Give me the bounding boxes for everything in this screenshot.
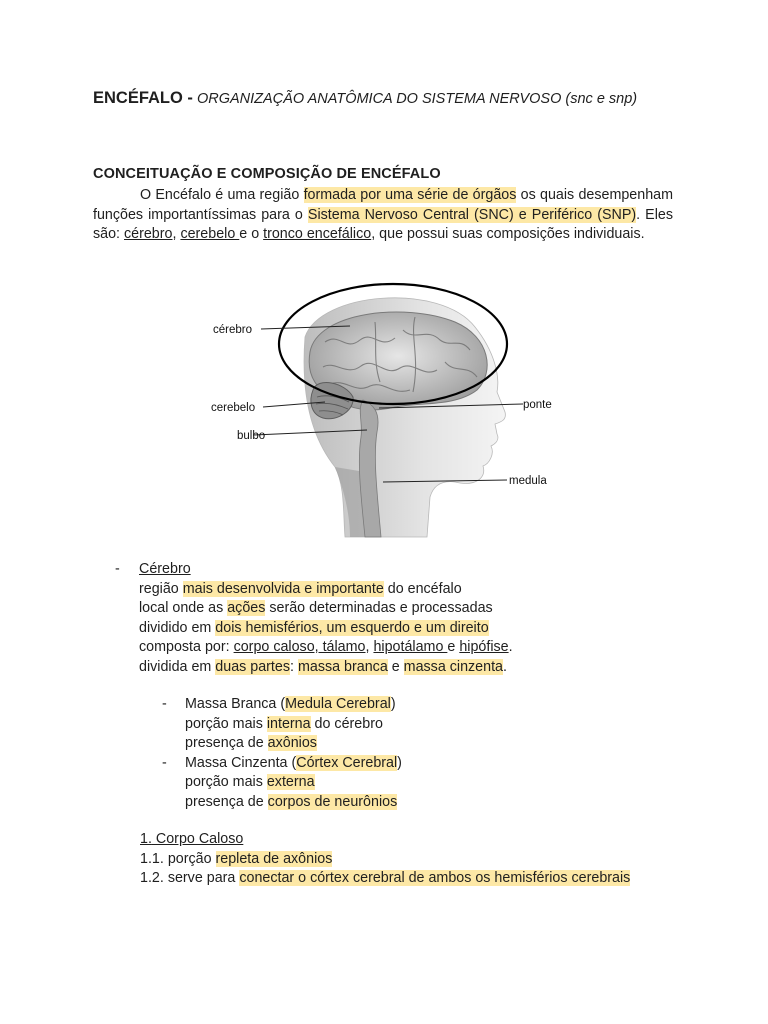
text: Massa Branca (	[185, 696, 286, 712]
highlight: mais desenvolvida e importante	[182, 580, 384, 597]
underlined-term: hipotálamo	[373, 639, 448, 655]
highlight: massa branca	[297, 658, 388, 675]
highlight: interna	[266, 715, 311, 732]
text: , que possui suas composições individuais.	[371, 226, 645, 242]
text: porção mais	[185, 715, 267, 732]
massa-cinzenta-line-1	[185, 754, 402, 774]
massa-branca-line-3	[185, 734, 317, 754]
underlined-term: cérebro	[124, 226, 173, 242]
text: e	[387, 658, 404, 675]
cerebro-title: Cérebro	[139, 561, 191, 577]
number: 1.	[140, 831, 152, 847]
text: 1.1. porção	[140, 850, 216, 867]
text: composta por:	[139, 639, 234, 655]
label-medula: medula	[509, 475, 547, 487]
text: os quais desempenham funções importantíssimas para o	[93, 187, 674, 223]
underlined-term: Corpo Caloso	[151, 831, 244, 847]
highlight: corpos de neurônios	[267, 793, 398, 810]
bullet-dash: -	[162, 696, 167, 712]
text: .	[508, 639, 513, 655]
highlight: duas partes	[215, 658, 291, 675]
text: ,	[365, 639, 374, 655]
text: presença de	[185, 793, 268, 810]
highlight: externa	[266, 774, 315, 790]
text: serão determinadas e processadas	[265, 600, 493, 616]
bullet-dash: -	[162, 754, 167, 771]
cerebro-line-5	[139, 658, 507, 678]
corpo-caloso-title	[140, 830, 243, 850]
text: e o	[239, 226, 264, 242]
section-heading: CONCEITUAÇÃO E COMPOSIÇÃO DE ENCÉFALO	[93, 166, 441, 182]
highlight: Córtex Cerebral	[296, 754, 398, 771]
massa-cinzenta-line-2	[185, 773, 315, 793]
text: :	[290, 658, 298, 675]
title-italic: ORGANIZAÇÃO ANATÔMICA DO SISTEMA NERVOSO (snc e snp)	[196, 91, 638, 107]
label-bulbo: bulbo	[237, 430, 266, 442]
text: .	[503, 658, 507, 675]
intro-paragraph	[93, 186, 673, 245]
highlight: Sistema Nervoso Central (SNC) e Periférico (SNP)	[307, 206, 637, 223]
document-title	[93, 88, 653, 110]
highlight: massa cinzenta	[403, 658, 504, 675]
highlight: conectar o córtex cerebral de ambos os hemisférios cerebrais	[239, 870, 631, 886]
text: O Encéfalo é uma região	[140, 187, 304, 203]
highlight: axônios	[267, 735, 317, 751]
text: local onde as	[139, 600, 228, 616]
label-cerebelo: cerebelo	[211, 402, 256, 414]
label-ponte: ponte	[523, 399, 552, 411]
underlined-term: tronco encefálico	[263, 226, 372, 242]
highlight: formada por uma série de órgãos	[303, 187, 517, 203]
text: dividido em	[139, 619, 216, 636]
text: do cérebro	[310, 715, 383, 732]
highlight: repleta de axônios	[215, 850, 333, 867]
label-cerebro: cérebro	[213, 324, 252, 336]
massa-branca-line-1	[185, 695, 396, 715]
massa-branca-line-2	[185, 715, 383, 735]
text: ,	[172, 226, 181, 242]
text: . Eles são:	[93, 206, 673, 242]
brain-anatomy-figure	[205, 282, 552, 537]
highlight: ações	[227, 600, 266, 616]
highlight: dois hemisférios, um esquerdo e um direito	[215, 619, 489, 636]
text: 1.2. serve para	[140, 870, 240, 886]
text: presença de	[185, 735, 268, 751]
text: e	[447, 639, 460, 655]
highlight: Medula Cerebral	[285, 696, 391, 712]
text: do encéfalo	[383, 580, 462, 597]
underlined-term: hipófise	[459, 639, 509, 655]
text: porção mais	[185, 774, 267, 790]
cerebro-line-2	[139, 599, 493, 619]
corpo-caloso-line-2	[140, 869, 630, 889]
cerebro-line-3	[139, 619, 489, 639]
corpo-caloso-line-1	[140, 850, 332, 870]
cerebro-line-1	[139, 580, 462, 600]
cerebro-line-4	[139, 638, 513, 658]
text: )	[390, 696, 396, 712]
underlined-term: corpo caloso, tálamo	[233, 639, 366, 655]
underlined-term: cerebelo	[180, 226, 240, 242]
text: Massa Cinzenta (	[185, 754, 297, 771]
text: )	[397, 754, 402, 771]
bullet-dash: -	[115, 561, 120, 577]
text: região	[139, 580, 183, 597]
massa-cinzenta-line-3	[185, 793, 397, 813]
text: dividida em	[139, 658, 216, 675]
title-bold: ENCÉFALO -	[93, 89, 193, 107]
